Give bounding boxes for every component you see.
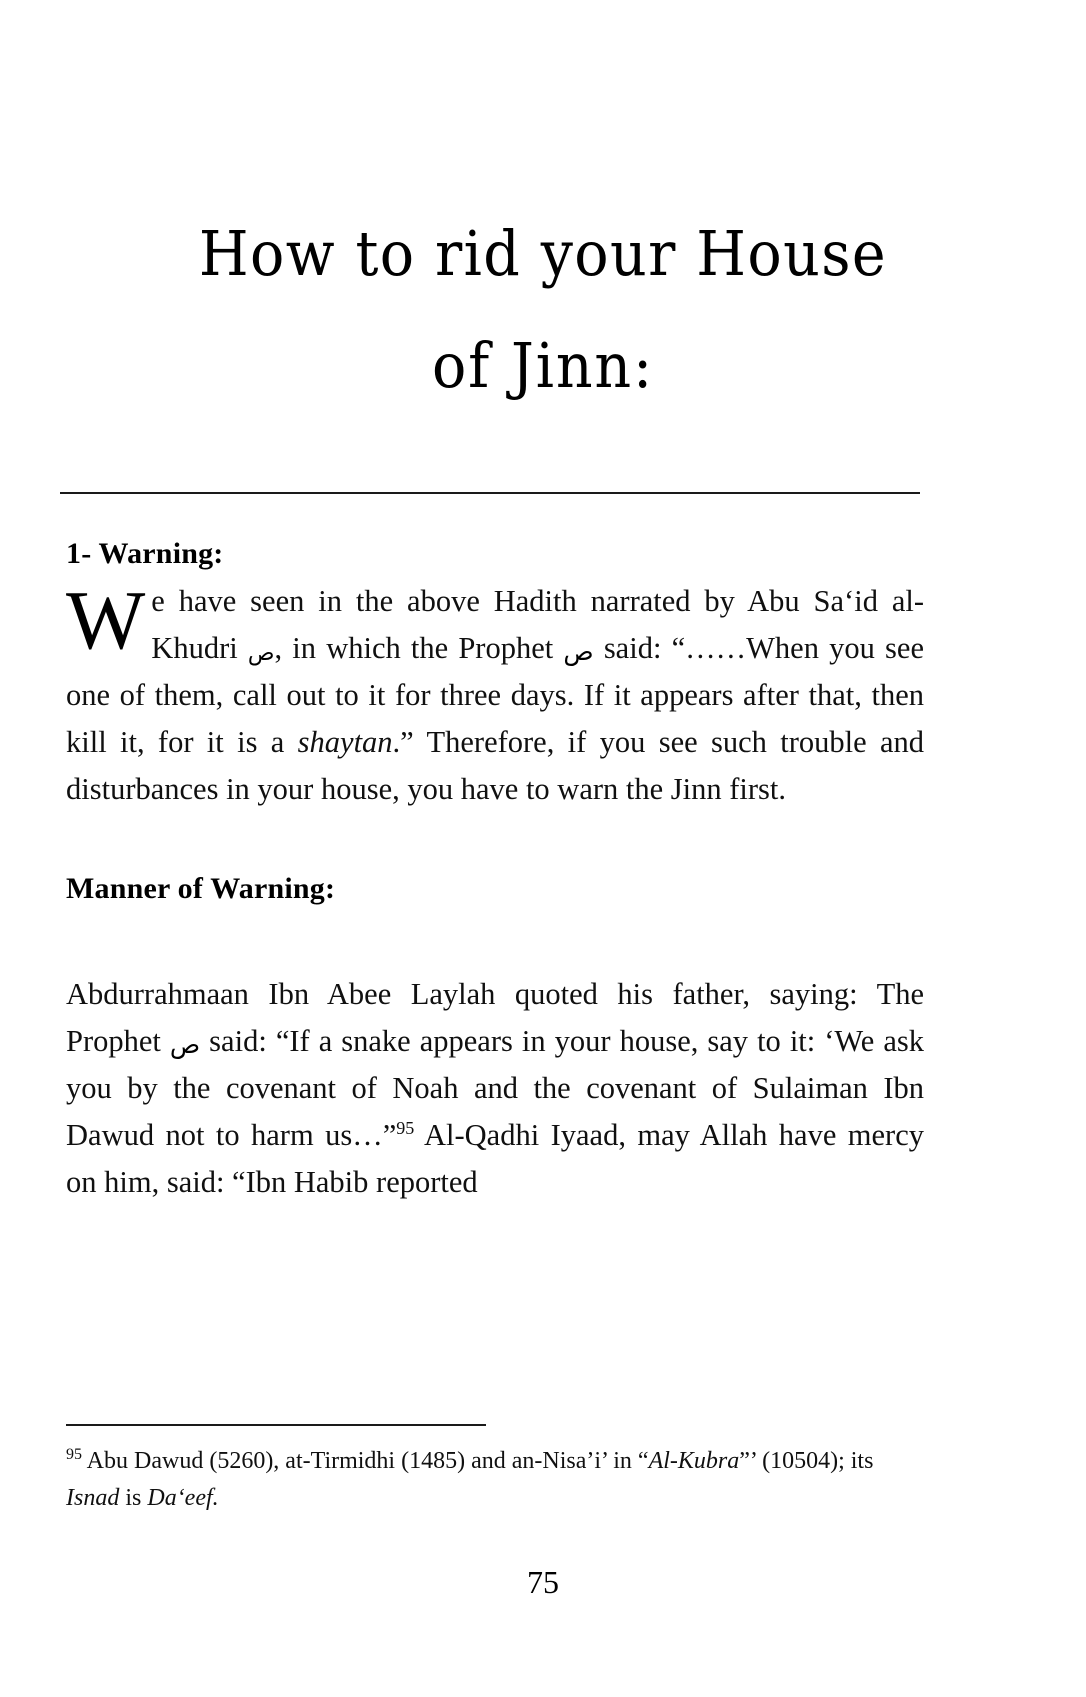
italic-term-shaytan: shaytan	[297, 725, 393, 759]
paragraph-manner-text-3: Al-Qadhi Iyaad, may Allah have mercy on him, said: “Ibn Habib reported	[66, 1118, 924, 1199]
paragraph-warning-text-3: said: “……When you see one of them, call out to it for three days. If it appears after that, then kill it, for it is a	[66, 631, 924, 759]
honorific-sallallahu-alayhi-wasallam-icon: ص	[169, 1030, 201, 1059]
section-heading-manner-of-warning: Manner of Warning:	[66, 872, 336, 905]
paragraph-warning-text-2: , in which the Prophet	[274, 631, 564, 665]
footnote-marker-95: 95	[66, 1446, 82, 1463]
footnote-italic-al-kubra: Al-Kubra	[648, 1448, 740, 1474]
paragraph-manner	[66, 971, 924, 1206]
footnote-italic-isnad: Isnad	[66, 1485, 120, 1511]
page-title	[60, 198, 1026, 422]
paragraph-warning-text-4: .” Therefore, if you see such trouble and disturbances in your house, you have to warn the Jinn first.	[66, 725, 924, 806]
footnote-reference-95[interactable]: 95	[396, 1117, 415, 1138]
paragraph-manner-text-1: Abdurrahmaan Ibn Abee Laylah quoted his father, saying: The Prophet	[66, 977, 924, 1058]
body-content	[66, 534, 924, 1206]
section-heading-warning: 1- Warning:	[66, 537, 224, 570]
footnote-text-2: ”’ (10504); its	[739, 1448, 874, 1474]
page-number: 75	[527, 1564, 559, 1600]
paragraph-manner-text-2: said: “If a snake appears in your house, say to it: ‘We ask you by the covenant of Noah and the covenant of Sulaiman Ibn Dawud not to harm us…”	[66, 1024, 924, 1152]
paragraph-warning	[66, 574, 924, 813]
footnote-block	[66, 1443, 926, 1517]
paragraph-warning-text-1: e have seen in the above Hadith narrated by Abu Sa‘id al-Khudri	[151, 584, 924, 665]
honorific-sallallahu-alayhi-wasallam-icon: ص	[563, 637, 594, 666]
page-title-line-1: How to rid your House	[198, 217, 888, 290]
honorific-radiyallahu-anhu-icon: ص	[247, 641, 275, 666]
footnote-text-3: is	[119, 1485, 148, 1511]
title-divider	[60, 492, 920, 494]
footnote-divider	[66, 1424, 486, 1426]
footnote-text-1: Abu Dawud (5260), at-Tirmidhi (1485) and an-Nisa’i’ in “	[82, 1448, 649, 1474]
drop-cap-letter: W	[66, 574, 146, 667]
footnote-italic-daeef: Da‘eef.	[147, 1485, 219, 1511]
page-title-line-2: of Jinn:	[431, 329, 655, 402]
